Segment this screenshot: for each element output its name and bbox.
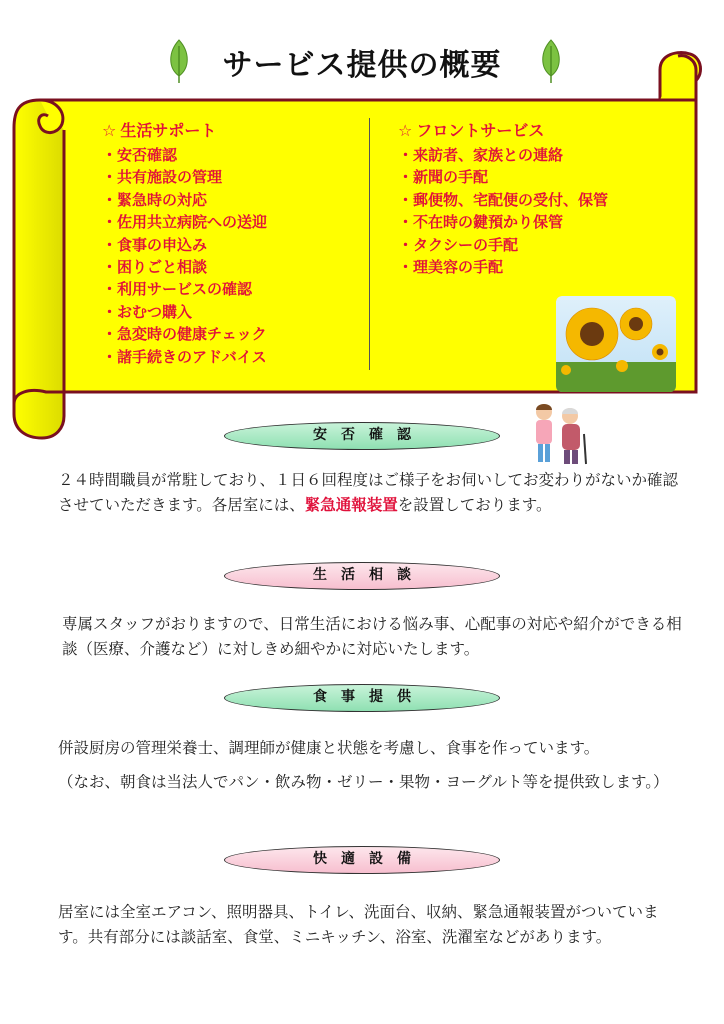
column-divider — [369, 118, 370, 370]
facility-text: 居室には全室エアコン、照明器具、トイレ、洗面台、収納、緊急通報装置がついています。共有部分には談話室、食堂、ミニキッチン、浴室、洗濯室などがあります。 — [58, 903, 659, 946]
section-heading-meal: 食事提供 — [224, 684, 500, 712]
list-item: ・ 郵便物、宅配便の受付、保管 — [398, 189, 678, 211]
meal-text: 併設厨房の管理栄養士、調理師が健康と状態を考慮し、食事を作っています。 — [58, 739, 600, 757]
list-item: ・ 諸手続きのアドバイス — [102, 346, 362, 368]
star-icon: ☆ — [102, 121, 117, 140]
list-item: ・ 食事の申込み — [102, 234, 362, 256]
list-item: ・ 不在時の鍵預かり保管 — [398, 211, 678, 233]
page-title: サービス提供の概要 — [222, 48, 502, 83]
star-icon: ☆ — [398, 121, 413, 140]
front-service-column — [398, 120, 678, 278]
list-item: ・ 佐用共立病院への送迎 — [102, 211, 362, 233]
section-heading-facility: 快適設備 — [224, 846, 500, 874]
list-item: ・ 理美容の手配 — [398, 256, 678, 278]
section-heading-safety: 安否確認 — [224, 422, 500, 450]
emergency-device-highlight: 緊急通報装置 — [304, 496, 398, 514]
sunflower-image — [556, 296, 676, 392]
list-item: ・ 新聞の手配 — [398, 166, 678, 188]
list-item: ・ 共有施設の管理 — [102, 166, 362, 188]
list-item: ・ 緊急時の対応 — [102, 189, 362, 211]
life-support-heading: ☆ 生活サポート — [102, 121, 217, 140]
life-support-list — [102, 144, 362, 368]
list-item: ・ 安否確認 — [102, 144, 362, 166]
list-item: ・ タクシーの手配 — [398, 234, 678, 256]
front-service-heading: ☆ フロントサービス — [398, 121, 545, 140]
safety-text: ２４時間職員が常駐しており、１日６回程度はご様子をお伺いしてお変わりがないか確認させていただきます。各居室には、緊急通報装置を設置しております。 — [58, 471, 679, 514]
section-heading-consult: 生活相談 — [224, 562, 500, 590]
front-service-list — [398, 144, 678, 278]
list-item: ・ 来訪者、家族との連絡 — [398, 144, 678, 166]
list-item: ・ おむつ購入 — [102, 301, 362, 323]
list-item: ・ 利用サービスの確認 — [102, 278, 362, 300]
consult-text: 専属スタッフがおりますので、日常生活における悩み事、心配事の対応や紹介ができる相談（医療、介護など）に対しきめ細やかに対応いたします。 — [62, 615, 682, 658]
life-support-column — [102, 120, 362, 368]
list-item: ・ 困りごと相談 — [102, 256, 362, 278]
list-item: ・ 急変時の健康チェック — [102, 323, 362, 345]
elderly-couple-icon — [526, 400, 594, 468]
meal-note: （なお、朝食は当法人でパン・飲み物・ゼリー・果物・ヨーグルト等を提供致します。） — [58, 773, 669, 791]
